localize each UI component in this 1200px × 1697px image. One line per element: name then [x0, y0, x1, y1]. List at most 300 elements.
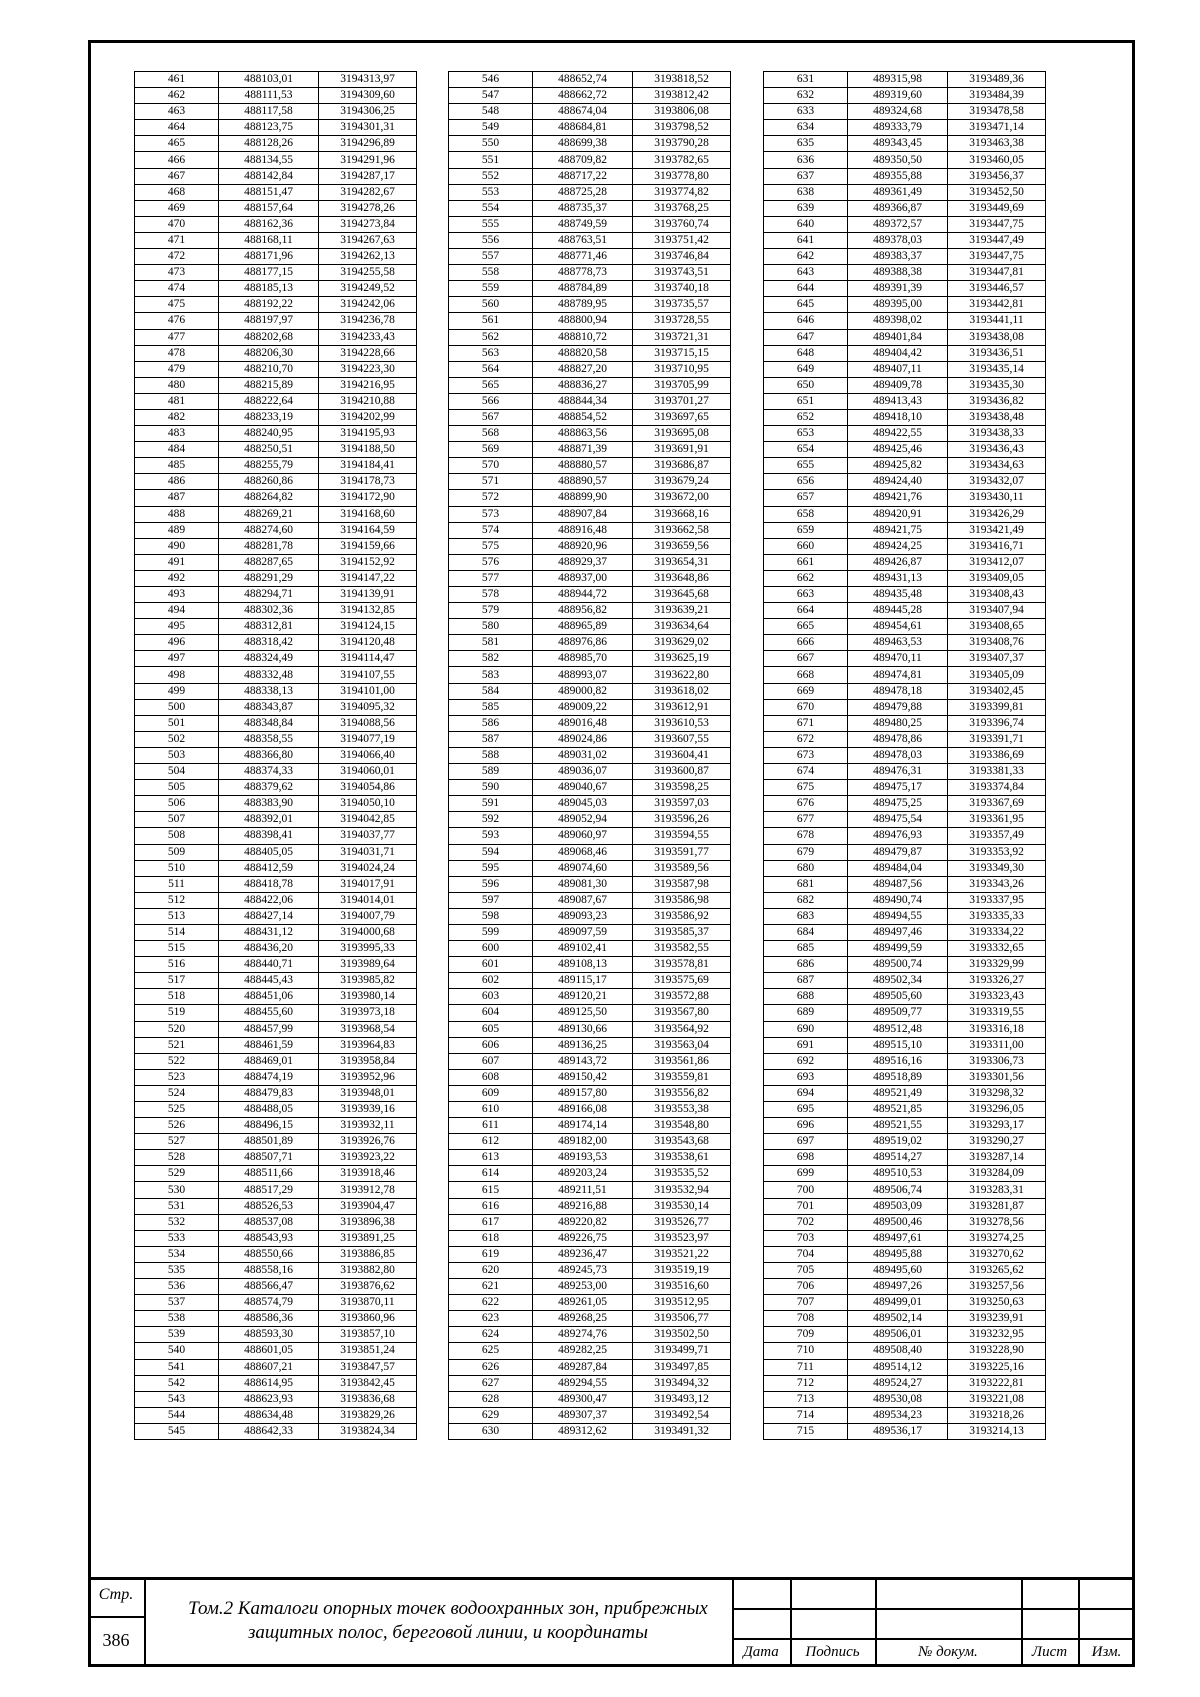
point-number: 648: [764, 345, 848, 361]
x-coordinate: 489506,01: [848, 1327, 948, 1343]
table-row: [764, 1262, 1046, 1278]
y-coordinate: 3193407,94: [948, 603, 1046, 619]
point-number: 534: [135, 1246, 219, 1262]
x-coordinate: 488863,56: [533, 426, 633, 442]
table-row: [135, 249, 417, 265]
point-number: 489: [135, 522, 219, 538]
table-row: [764, 683, 1046, 699]
table-row: [764, 764, 1046, 780]
y-coordinate: 3193751,42: [633, 232, 731, 248]
table-row: [449, 1037, 731, 1053]
table-row: [764, 120, 1046, 136]
table-row: [449, 265, 731, 281]
x-coordinate: 489497,61: [848, 1230, 948, 1246]
x-coordinate: 488674,04: [533, 104, 633, 120]
x-coordinate: 488976,86: [533, 635, 633, 651]
point-number: 609: [449, 1085, 533, 1101]
point-number: 629: [449, 1407, 533, 1423]
x-coordinate: 489031,02: [533, 747, 633, 763]
y-coordinate: 3194000,68: [319, 924, 417, 940]
x-coordinate: 489157,80: [533, 1085, 633, 1101]
x-coordinate: 488222,64: [219, 393, 319, 409]
y-coordinate: 3193829,26: [319, 1407, 417, 1423]
point-number: 583: [449, 667, 533, 683]
y-coordinate: 3193679,24: [633, 474, 731, 490]
y-coordinate: 3193939,16: [319, 1102, 417, 1118]
x-coordinate: 488623,93: [219, 1391, 319, 1407]
y-coordinate: 3194172,90: [319, 490, 417, 506]
table-row: [449, 1214, 731, 1230]
point-number: 524: [135, 1085, 219, 1101]
y-coordinate: 3193989,64: [319, 957, 417, 973]
point-number: 562: [449, 329, 533, 345]
table-row: [764, 490, 1046, 506]
table-row: [764, 619, 1046, 635]
x-coordinate: 488854,52: [533, 409, 633, 425]
point-number: 682: [764, 892, 848, 908]
x-coordinate: 488366,80: [219, 747, 319, 763]
point-number: 525: [135, 1102, 219, 1118]
y-coordinate: 3193918,46: [319, 1166, 417, 1182]
point-number: 613: [449, 1150, 533, 1166]
point-number: 477: [135, 329, 219, 345]
x-coordinate: 489261,05: [533, 1295, 633, 1311]
table-row: [764, 72, 1046, 88]
point-number: 614: [449, 1166, 533, 1182]
table-row: [135, 1198, 417, 1214]
x-coordinate: 489016,48: [533, 715, 633, 731]
table-row: [449, 731, 731, 747]
table-row: [135, 1327, 417, 1343]
table-row: [449, 200, 731, 216]
point-number: 695: [764, 1102, 848, 1118]
x-coordinate: 489120,21: [533, 989, 633, 1005]
y-coordinate: 3194107,55: [319, 667, 417, 683]
point-number: 558: [449, 265, 533, 281]
point-number: 553: [449, 184, 533, 200]
x-coordinate: 489216,88: [533, 1198, 633, 1214]
table-row: [449, 570, 731, 586]
table-row: [764, 1021, 1046, 1037]
point-number: 675: [764, 780, 848, 796]
y-coordinate: 3193824,34: [319, 1423, 417, 1439]
x-coordinate: 489136,25: [533, 1037, 633, 1053]
table-row: [449, 442, 731, 458]
x-coordinate: 489514,27: [848, 1150, 948, 1166]
y-coordinate: 3194262,13: [319, 249, 417, 265]
x-coordinate: 489502,34: [848, 973, 948, 989]
y-coordinate: 3193857,10: [319, 1327, 417, 1343]
point-number: 512: [135, 892, 219, 908]
x-coordinate: 489514,12: [848, 1359, 948, 1375]
table-row: [449, 1118, 731, 1134]
x-coordinate: 489074,60: [533, 860, 633, 876]
point-number: 529: [135, 1166, 219, 1182]
x-coordinate: 489361,49: [848, 184, 948, 200]
table-row: [135, 377, 417, 393]
y-coordinate: 3193449,69: [948, 200, 1046, 216]
point-number: 523: [135, 1069, 219, 1085]
table-row: [449, 651, 731, 667]
y-coordinate: 3194168,60: [319, 506, 417, 522]
x-coordinate: 489506,74: [848, 1182, 948, 1198]
x-coordinate: 489516,16: [848, 1053, 948, 1069]
y-coordinate: 3193842,45: [319, 1375, 417, 1391]
table-row: [764, 474, 1046, 490]
point-number: 611: [449, 1118, 533, 1134]
y-coordinate: 3193526,77: [633, 1214, 731, 1230]
point-number: 619: [449, 1246, 533, 1262]
table-row: [449, 667, 731, 683]
x-coordinate: 488763,51: [533, 232, 633, 248]
point-number: 549: [449, 120, 533, 136]
point-number: 657: [764, 490, 848, 506]
table-row: [135, 409, 417, 425]
point-number: 482: [135, 409, 219, 425]
y-coordinate: 3193659,56: [633, 538, 731, 554]
y-coordinate: 3193578,81: [633, 957, 731, 973]
x-coordinate: 488427,14: [219, 908, 319, 924]
table-row: [135, 522, 417, 538]
point-number: 545: [135, 1423, 219, 1439]
table-row: [764, 1198, 1046, 1214]
x-coordinate: 489463,53: [848, 635, 948, 651]
x-coordinate: 489425,82: [848, 458, 948, 474]
point-number: 603: [449, 989, 533, 1005]
y-coordinate: 3193980,14: [319, 989, 417, 1005]
x-coordinate: 488880,57: [533, 458, 633, 474]
point-number: 506: [135, 796, 219, 812]
y-coordinate: 3193436,51: [948, 345, 1046, 361]
y-coordinate: 3193494,32: [633, 1375, 731, 1391]
y-coordinate: 3193556,82: [633, 1085, 731, 1101]
x-coordinate: 489510,53: [848, 1166, 948, 1182]
point-number: 668: [764, 667, 848, 683]
y-coordinate: 3193452,50: [948, 184, 1046, 200]
y-coordinate: 3193548,80: [633, 1118, 731, 1134]
table-row: [449, 120, 731, 136]
point-number: 547: [449, 88, 533, 104]
x-coordinate: 489236,47: [533, 1246, 633, 1262]
point-number: 689: [764, 1005, 848, 1021]
point-number: 481: [135, 393, 219, 409]
point-number: 528: [135, 1150, 219, 1166]
point-number: 598: [449, 908, 533, 924]
table-row: [764, 715, 1046, 731]
x-coordinate: 489211,51: [533, 1182, 633, 1198]
point-number: 551: [449, 152, 533, 168]
y-coordinate: 3193281,87: [948, 1198, 1046, 1214]
point-number: 641: [764, 232, 848, 248]
x-coordinate: 489495,88: [848, 1246, 948, 1262]
x-coordinate: 489521,85: [848, 1102, 948, 1118]
table-row: [764, 1182, 1046, 1198]
y-coordinate: 3193645,68: [633, 587, 731, 603]
table-row: [764, 1005, 1046, 1021]
table-row: [764, 152, 1046, 168]
table-row: [764, 1407, 1046, 1423]
table-row: [135, 442, 417, 458]
table-row: [135, 957, 417, 973]
change-label: Изм.: [1091, 1644, 1122, 1660]
x-coordinate: 488250,51: [219, 442, 319, 458]
point-number: 599: [449, 924, 533, 940]
point-number: 555: [449, 216, 533, 232]
x-coordinate: 489534,23: [848, 1407, 948, 1423]
point-number: 498: [135, 667, 219, 683]
point-number: 536: [135, 1279, 219, 1295]
table-row: [764, 1118, 1046, 1134]
x-coordinate: 488151,47: [219, 184, 319, 200]
x-coordinate: 488436,20: [219, 941, 319, 957]
table-row: [449, 747, 731, 763]
y-coordinate: 3193904,47: [319, 1198, 417, 1214]
point-number: 570: [449, 458, 533, 474]
point-number: 604: [449, 1005, 533, 1021]
y-coordinate: 3193596,26: [633, 812, 731, 828]
y-coordinate: 3193447,49: [948, 232, 1046, 248]
table-row: [449, 1359, 731, 1375]
x-coordinate: 488907,84: [533, 506, 633, 522]
y-coordinate: 3193662,58: [633, 522, 731, 538]
y-coordinate: 3193543,68: [633, 1134, 731, 1150]
y-coordinate: 3194184,41: [319, 458, 417, 474]
table-row: [764, 1085, 1046, 1101]
table-row: [449, 715, 731, 731]
table-row: [449, 1423, 731, 1439]
x-coordinate: 488123,75: [219, 120, 319, 136]
table-row: [135, 1005, 417, 1021]
point-number: 678: [764, 828, 848, 844]
table-row: [135, 1166, 417, 1182]
y-coordinate: 3193421,49: [948, 522, 1046, 538]
table-row: [764, 941, 1046, 957]
x-coordinate: 489426,87: [848, 554, 948, 570]
doc-number-label: № докум.: [918, 1644, 978, 1660]
table-row: [449, 1069, 731, 1085]
y-coordinate: 3193265,62: [948, 1262, 1046, 1278]
point-number: 674: [764, 764, 848, 780]
x-coordinate: 489068,46: [533, 844, 633, 860]
x-coordinate: 488197,97: [219, 313, 319, 329]
point-number: 510: [135, 860, 219, 876]
y-coordinate: 3194014,01: [319, 892, 417, 908]
x-coordinate: 489499,59: [848, 941, 948, 957]
x-coordinate: 489009,22: [533, 699, 633, 715]
x-coordinate: 489060,97: [533, 828, 633, 844]
table-row: [135, 168, 417, 184]
y-coordinate: 3193790,28: [633, 136, 731, 152]
table-row: [449, 554, 731, 570]
x-coordinate: 489418,10: [848, 409, 948, 425]
table-row: [135, 796, 417, 812]
point-number: 705: [764, 1262, 848, 1278]
y-coordinate: 3193553,38: [633, 1102, 731, 1118]
point-number: 627: [449, 1375, 533, 1391]
point-number: 618: [449, 1230, 533, 1246]
x-coordinate: 488474,19: [219, 1069, 319, 1085]
y-coordinate: 3193484,39: [948, 88, 1046, 104]
x-coordinate: 489315,98: [848, 72, 948, 88]
y-coordinate: 3193806,08: [633, 104, 731, 120]
y-coordinate: 3193778,80: [633, 168, 731, 184]
table-row: [764, 860, 1046, 876]
point-number: 704: [764, 1246, 848, 1262]
point-number: 651: [764, 393, 848, 409]
x-coordinate: 489388,38: [848, 265, 948, 281]
point-number: 639: [764, 200, 848, 216]
table-row: [449, 1246, 731, 1262]
point-number: 542: [135, 1375, 219, 1391]
x-coordinate: 488511,66: [219, 1166, 319, 1182]
point-number: 654: [764, 442, 848, 458]
x-coordinate: 489431,13: [848, 570, 948, 586]
x-coordinate: 489476,31: [848, 764, 948, 780]
table-row: [135, 1118, 417, 1134]
table-row: [764, 796, 1046, 812]
table-row: [449, 538, 731, 554]
table-row: [135, 329, 417, 345]
table-row: [135, 345, 417, 361]
x-coordinate: 489350,50: [848, 152, 948, 168]
y-coordinate: 3194152,92: [319, 554, 417, 570]
point-number: 538: [135, 1311, 219, 1327]
y-coordinate: 3193232,95: [948, 1327, 1046, 1343]
point-number: 471: [135, 232, 219, 248]
y-coordinate: 3194202,99: [319, 409, 417, 425]
table-row: [764, 844, 1046, 860]
x-coordinate: 489424,40: [848, 474, 948, 490]
y-coordinate: 3193438,48: [948, 409, 1046, 425]
table-row: [135, 361, 417, 377]
table-row: [764, 297, 1046, 313]
point-number: 474: [135, 281, 219, 297]
table-row: [449, 1375, 731, 1391]
x-coordinate: 488985,70: [533, 651, 633, 667]
y-coordinate: 3193218,26: [948, 1407, 1046, 1423]
table-row: [135, 635, 417, 651]
x-coordinate: 488215,89: [219, 377, 319, 393]
y-coordinate: 3193489,36: [948, 72, 1046, 88]
x-coordinate: 489524,27: [848, 1375, 948, 1391]
point-number: 601: [449, 957, 533, 973]
x-coordinate: 489115,17: [533, 973, 633, 989]
table-row: [449, 603, 731, 619]
x-coordinate: 488117,58: [219, 104, 319, 120]
table-row: [764, 1391, 1046, 1407]
x-coordinate: 488260,86: [219, 474, 319, 490]
y-coordinate: 3193374,84: [948, 780, 1046, 796]
table-row: [764, 973, 1046, 989]
table-row: [135, 667, 417, 683]
table-row: [449, 924, 731, 940]
y-coordinate: 3193896,38: [319, 1214, 417, 1230]
table-row: [135, 1182, 417, 1198]
point-number: 600: [449, 941, 533, 957]
point-number: 580: [449, 619, 533, 635]
point-number: 607: [449, 1053, 533, 1069]
y-coordinate: 3193600,87: [633, 764, 731, 780]
x-coordinate: 489500,46: [848, 1214, 948, 1230]
y-coordinate: 3193847,57: [319, 1359, 417, 1375]
coordinate-table-1: [134, 71, 417, 1440]
point-number: 602: [449, 973, 533, 989]
title-block: [88, 1577, 1135, 1667]
table-row: [764, 136, 1046, 152]
point-number: 643: [764, 265, 848, 281]
table-row: [449, 1102, 731, 1118]
table-row: [135, 860, 417, 876]
x-coordinate: 489398,02: [848, 313, 948, 329]
y-coordinate: 3193497,85: [633, 1359, 731, 1375]
table-row: [449, 1053, 731, 1069]
y-coordinate: 3193435,14: [948, 361, 1046, 377]
point-number: 686: [764, 957, 848, 973]
point-number: 698: [764, 1150, 848, 1166]
y-coordinate: 3194273,84: [319, 216, 417, 232]
y-coordinate: 3194282,67: [319, 184, 417, 200]
y-coordinate: 3193585,37: [633, 924, 731, 940]
y-coordinate: 3193301,56: [948, 1069, 1046, 1085]
table-row: [135, 458, 417, 474]
y-coordinate: 3193932,11: [319, 1118, 417, 1134]
point-number: 527: [135, 1134, 219, 1150]
x-coordinate: 489490,74: [848, 892, 948, 908]
y-coordinate: 3193798,52: [633, 120, 731, 136]
y-coordinate: 3193228,90: [948, 1343, 1046, 1359]
x-coordinate: 489000,82: [533, 683, 633, 699]
point-number: 554: [449, 200, 533, 216]
point-number: 507: [135, 812, 219, 828]
point-number: 470: [135, 216, 219, 232]
x-coordinate: 488993,07: [533, 667, 633, 683]
y-coordinate: 3193287,14: [948, 1150, 1046, 1166]
point-number: 636: [764, 152, 848, 168]
point-number: 468: [135, 184, 219, 200]
point-number: 621: [449, 1279, 533, 1295]
x-coordinate: 489480,25: [848, 715, 948, 731]
table-row: [764, 892, 1046, 908]
table-row: [135, 265, 417, 281]
y-coordinate: 3193506,77: [633, 1311, 731, 1327]
table-row: [135, 313, 417, 329]
x-coordinate: 489425,46: [848, 442, 948, 458]
point-number: 658: [764, 506, 848, 522]
point-number: 586: [449, 715, 533, 731]
point-number: 671: [764, 715, 848, 731]
table-row: [764, 88, 1046, 104]
table-row: [135, 587, 417, 603]
table-row: [135, 1295, 417, 1311]
table-row: [449, 1198, 731, 1214]
y-coordinate: 3193923,22: [319, 1150, 417, 1166]
point-number: 610: [449, 1102, 533, 1118]
point-number: 484: [135, 442, 219, 458]
signature-label: Подпись: [805, 1644, 860, 1660]
point-number: 499: [135, 683, 219, 699]
x-coordinate: 488558,16: [219, 1262, 319, 1278]
y-coordinate: 3193572,88: [633, 989, 731, 1005]
y-coordinate: 3193912,78: [319, 1182, 417, 1198]
x-coordinate: 488469,01: [219, 1053, 319, 1069]
x-coordinate: 489287,84: [533, 1359, 633, 1375]
y-coordinate: 3193812,42: [633, 88, 731, 104]
x-coordinate: 489324,68: [848, 104, 948, 120]
table-row: [449, 892, 731, 908]
y-coordinate: 3193478,58: [948, 104, 1046, 120]
point-number: 660: [764, 538, 848, 554]
y-coordinate: 3194132,85: [319, 603, 417, 619]
